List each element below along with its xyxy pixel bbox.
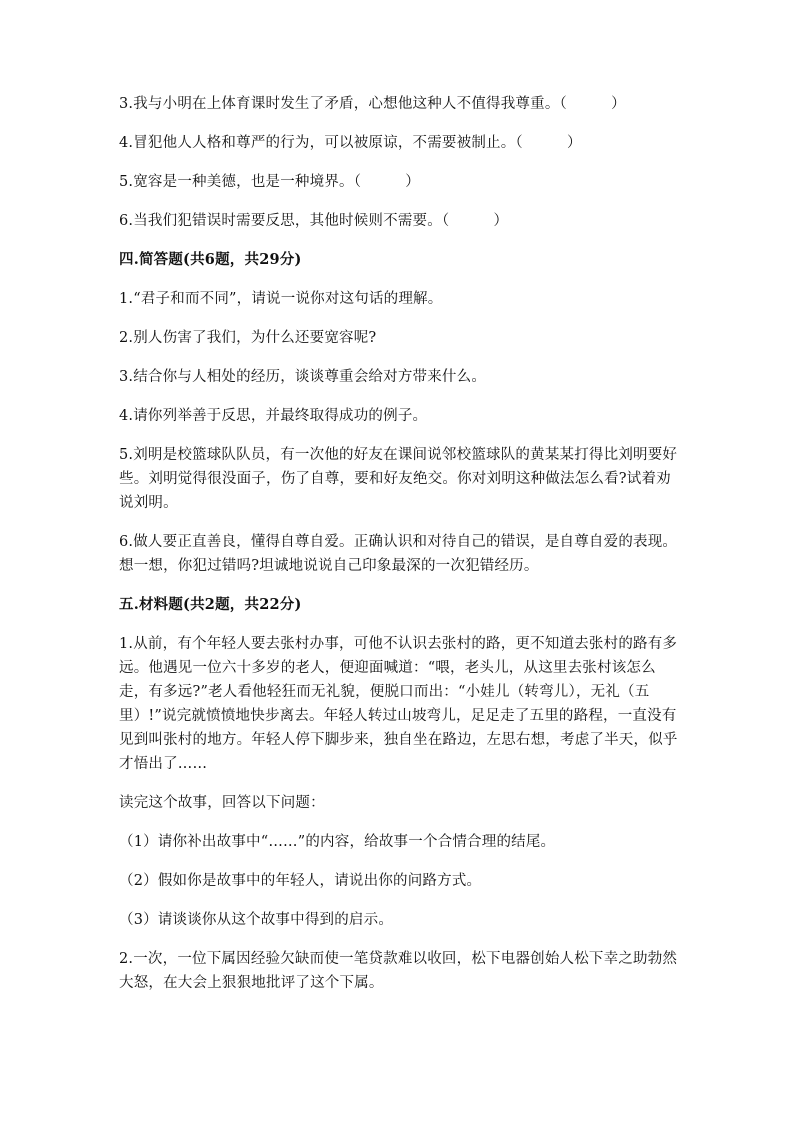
- material-prompt: 读完这个故事，回答以下问题：: [119, 795, 325, 811]
- true-false-item-6: 6.当我们犯错误时需要反思，其他时候则不需要。（ ）: [119, 213, 509, 229]
- true-false-item-5: 5.宽容是一种美德，也是一种境界。（ ）: [119, 174, 420, 190]
- material-question-2: 2.一次，一位下属因经验欠缺而使一笔贷款难以收回，松下电器创始人松下幸之助勃然大怒，在大会上狠狠地批评了这个下属。: [119, 951, 678, 991]
- true-false-item-4: 4.冒犯他人人格和尊严的行为，可以被原谅，不需要被制止。（ ）: [119, 135, 582, 151]
- short-answer-question-5: 5.刘明是校篮球队队员，有一次他的好友在课间说邻校篮球队的黄某某打得比刘明要好些。刘明觉得很没面子，伤了自尊，要和好友绝交。你对刘明这种做法怎么看?试着劝说刘明。: [119, 447, 678, 511]
- material-subquestion-1: （1）请你补出故事中“……”的内容，给故事一个合情合理的结尾。: [119, 834, 556, 850]
- material-subquestion-2: （2）假如你是故事中的年轻人，请说出你的问路方式。: [119, 873, 482, 889]
- material-subquestion-3: （3）请谈谈你从这个故事中得到的启示。: [119, 912, 394, 928]
- short-answer-question-6: 6.做人要正直善良，懂得自尊自爱。正确认识和对待自己的错误，是自尊自爱的表现。想一想，你犯过错吗?坦诚地说说自己印象最深的一次犯错经历。: [119, 534, 678, 574]
- short-answer-question-4: 4.请你列举善于反思，并最终取得成功的例子。: [119, 408, 428, 424]
- section-4-heading: 四.简答题(共6题，共29分): [119, 251, 302, 268]
- true-false-item-3: 3.我与小明在上体育课时发生了矛盾，心想他这种人不值得我尊重。（ ）: [119, 96, 626, 112]
- short-answer-question-2: 2.别人伤害了我们，为什么还要宽容呢?: [119, 330, 377, 346]
- document-page: [119, 92, 679, 1010]
- section-5-heading: 五.材料题(共2题，共22分): [119, 596, 302, 613]
- material-question-1: 1.从前，有个年轻人要去张村办事，可他不认识去张村的路，更不知道去张村的路有多远。他遇见一位六十多岁的老人，便迎面喊道：“喂，老头儿，从这里去张村该怎么走，有多远?”老人看他轻狂而无礼貌，便脱口而出：“小娃儿（转弯儿），无礼（五里）!”说完就愤愤地快步离去。年轻人转过山坡弯儿，足足走了五里的路程，一直没有见到叫张村的地方。年轻人停下脚步来，独自坐在路边，左思右想，考虑了半天，似乎才悟出了……: [119, 636, 678, 772]
- short-answer-question-3: 3.结合你与人相处的经历，谈谈尊重会给对方带来什么。: [119, 369, 487, 385]
- short-answer-question-1: 1.“君子和而不同”，请说一说你对这句话的理解。: [119, 291, 443, 307]
